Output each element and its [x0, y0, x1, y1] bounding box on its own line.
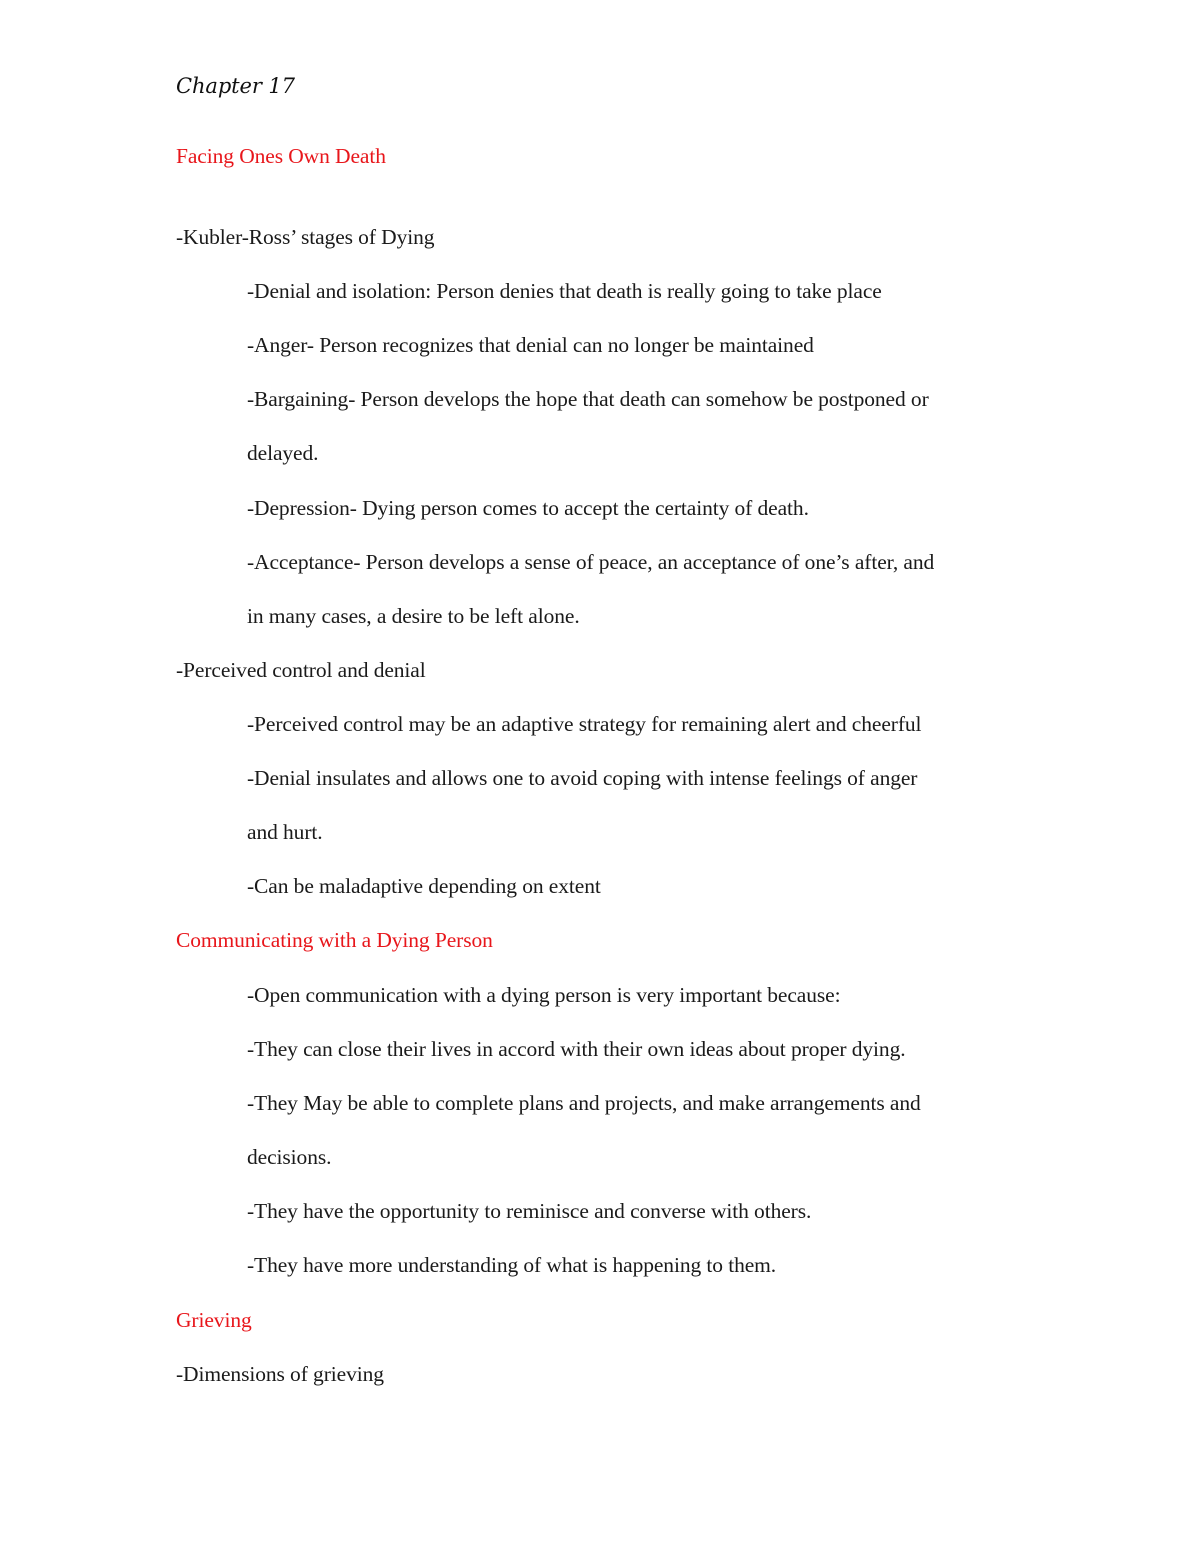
topic-perceived-control: -Perceived control and denial — [176, 658, 426, 682]
stage-bargaining-cont: delayed. — [247, 441, 319, 465]
stage-bargaining: -Bargaining- Person develops the hope that death can somehow be postponed or — [247, 387, 929, 411]
section-heading-facing-death: Facing Ones Own Death — [176, 144, 386, 168]
point-reminisce: -They have the opportunity to reminisce and converse with others. — [247, 1199, 812, 1223]
topic-kubler-ross: -Kubler-Ross’ stages of Dying — [176, 225, 435, 249]
stage-acceptance: -Acceptance- Person develops a sense of peace, an acceptance of one’s after, and — [247, 550, 935, 574]
stage-depression: -Depression- Dying person comes to accept the certainty of death. — [247, 496, 809, 520]
section-heading-grieving: Grieving — [176, 1308, 252, 1332]
point-close-lives: -They can close their lives in accord with their own ideas about proper dying. — [247, 1037, 906, 1061]
point-understanding: -They have more understanding of what is happening to them. — [247, 1253, 777, 1277]
stage-anger: -Anger- Person recognizes that denial can no longer be maintained — [247, 333, 814, 357]
chapter-title: Chapter 17 — [176, 74, 295, 98]
stage-denial: -Denial and isolation: Person denies that death is really going to take place — [247, 279, 882, 303]
point-denial-insulates-cont: and hurt. — [247, 820, 323, 844]
topic-dimensions-grieving: -Dimensions of grieving — [176, 1362, 384, 1386]
point-complete-plans-cont: decisions. — [247, 1145, 332, 1169]
point-open-communication: -Open communication with a dying person is very important because: — [247, 983, 841, 1007]
stage-acceptance-cont: in many cases, a desire to be left alone. — [247, 604, 580, 628]
point-maladaptive: -Can be maladaptive depending on extent — [247, 874, 601, 898]
point-denial-insulates: -Denial insulates and allows one to avoid coping with intense feelings of anger — [247, 766, 918, 790]
section-heading-communicating: Communicating with a Dying Person — [176, 928, 493, 952]
point-complete-plans: -They May be able to complete plans and projects, and make arrangements and — [247, 1091, 921, 1115]
point-perceived-control: -Perceived control may be an adaptive strategy for remaining alert and cheerful — [247, 712, 922, 736]
